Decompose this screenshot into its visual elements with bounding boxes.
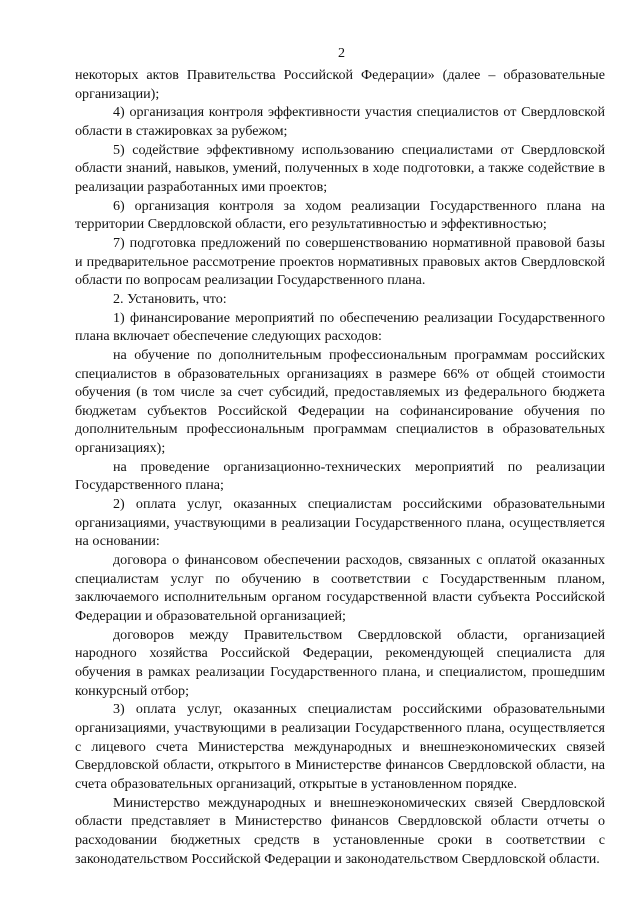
paragraph: Министерство международных и внешнеэкономических связей Свердловской области представляет в Министерство финансов Свердловской области отчеты о расходовании бюджетных средств в установленные сроки в соответствии с законодательством Российской Федерации и законодательством Свердловской области. bbox=[75, 794, 605, 867]
paragraph: 3) оплата услуг, оказанных специалистам российскими образовательными организациями, участвующими в реализации Государственного плана, осуществляется с лицевого счета Министерства международных и внешнеэкономических связей Свердловской области, открытого в Министерстве финансов Свердловской области, на счета образовательных организаций, открытые в установленном порядке. bbox=[75, 701, 605, 792]
paragraph: некоторых актов Правительства Российской Федерации» (далее – образовательные организации); bbox=[75, 67, 605, 102]
page-number: 2 bbox=[337, 45, 346, 61]
paragraph: 2) оплата услуг, оказанных специалистам российскими образовательными организациями, участвующими в реализации Государственного плана, осуществляется на основании: bbox=[75, 496, 605, 550]
paragraph: 7) подготовка предложений по совершенствованию нормативной правовой базы и предварительное рассмотрение проектов нормативных правовых актов Свердловской области по вопросам реализации Государственного плана. bbox=[75, 234, 605, 289]
paragraph: договоров между Правительством Свердловской области, организацией народного хозяйства Российской Федерации, рекомендующей специалиста для обучения в рамках реализации Государственного плана, и специалистом, прошедшим конкурсный отбор; bbox=[75, 626, 605, 699]
document-body bbox=[75, 66, 605, 868]
paragraph: 2. Установить, что: bbox=[113, 290, 227, 307]
paragraph: на обучение по дополнительным профессиональным программам российских специалистов в образовательных организациях в размере 66% от общей стоимости обучения (в том числе за счет субсидий, предоставляемых из федерального бюджета бюджетам субъектов Российской Федерации на софинансирование обучения по дополнительным профессиональным программам специалистов в образовательных организациях); bbox=[75, 346, 605, 457]
paragraph: 6) организация контроля за ходом реализации Государственного плана на территории Свердловской области, его результативностью и эффективностью; bbox=[75, 197, 605, 233]
paragraph: 4) организация контроля эффективности участия специалистов от Свердловской области в стажировках за рубежом; bbox=[75, 104, 605, 139]
paragraph: 1) финансирование мероприятий по обеспечению реализации Государственного плана включает обеспечение следующих расходов: bbox=[75, 309, 605, 345]
paragraph: договора о финансовом обеспечении расходов, связанных с оплатой оказанных специалистам услуг по обучению в соответствии с Государственным планом, заключаемого исполнительным органом государственной власти субъекта Российской Федерации и образовательной организацией; bbox=[75, 552, 605, 625]
paragraph: на проведение организационно-технических мероприятий по реализации Государственного плана; bbox=[75, 458, 605, 494]
paragraph: 5) содействие эффективному использованию специалистами от Свердловской области знаний, навыков, умений, полученных в ходе подготовки, а также содействие в реализации разработанных ими проектов; bbox=[75, 141, 605, 195]
